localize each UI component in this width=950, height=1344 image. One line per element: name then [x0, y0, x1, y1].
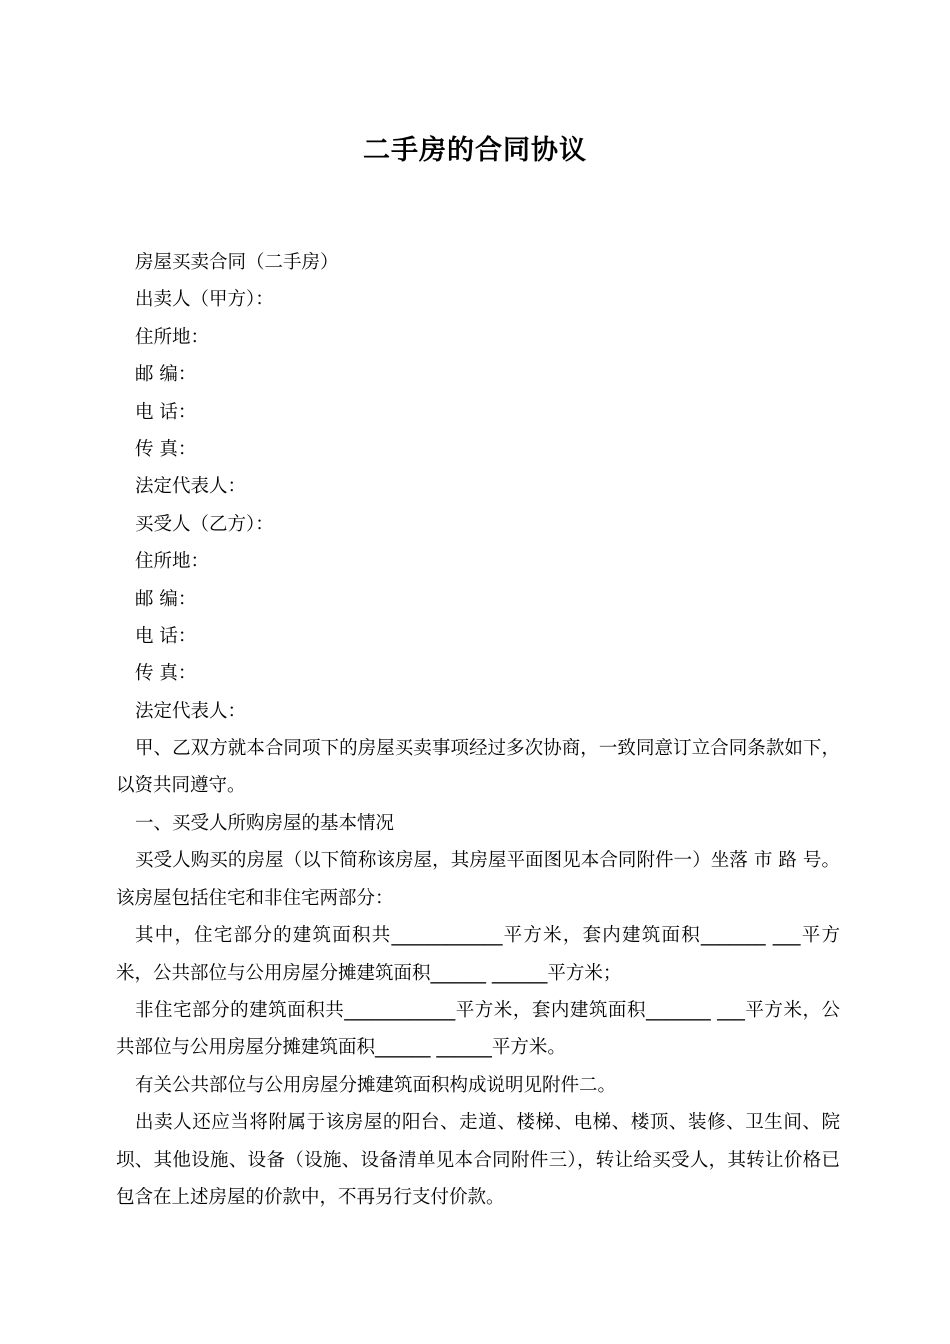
buyer-label: 买受人（乙方）：: [135, 513, 274, 535]
buyer-address-label: 住所地：: [135, 551, 210, 573]
buyer-fax-label: 传 真：: [135, 663, 197, 685]
buyer-legal-rep-label: 法定代表人：: [135, 700, 247, 722]
document-title: 二手房的合同协议: [363, 135, 587, 166]
shared-area-note-paragraph: 有关公共部位与公用房屋分摊建筑面积构成说明见附件二。: [135, 1074, 617, 1096]
seller-phone-label: 电 话：: [135, 401, 197, 423]
residential-area-paragraph: 其中，住宅部分的建筑面积共____________平方米，套内建筑面积_______ ___平方米，公共部位与公用房屋分摊建筑面积______ ______平方米；: [116, 925, 840, 984]
seller-legal-rep-label: 法定代表人：: [135, 476, 247, 498]
attached-facilities-paragraph: 出卖人还应当将附属于该房屋的阳台、走道、楼梯、电梯、楼顶、装修、卫生间、院坝、其他设施、设备（设施、设备清单见本合同附件三），转让给买受人，其转让价格已包含在上述房屋的价款中，不再另行支付价款。: [116, 1112, 840, 1208]
agreement-intro-paragraph: 甲、乙双方就本合同项下的房屋买卖事项经过多次协商，一致同意订立合同条款如下，以资共同遵守。: [116, 738, 840, 797]
section-one-heading: 一、买受人所购房屋的基本情况: [135, 812, 395, 834]
non-residential-area-paragraph: 非住宅部分的建筑面积共____________平方米，套内建筑面积_______ ___平方米，公共部位与公用房屋分摊建筑面积______ ______平方米。: [116, 999, 840, 1059]
document-body: [116, 244, 840, 1216]
buyer-postcode-label: 邮 编：: [135, 588, 197, 610]
seller-fax-label: 传 真：: [135, 438, 197, 460]
seller-address-label: 住所地：: [135, 326, 210, 348]
seller-postcode-label: 邮 编：: [135, 364, 197, 386]
buyer-phone-label: 电 话：: [135, 625, 197, 647]
property-location-paragraph: 买受人购买的房屋（以下简称该房屋，其房屋平面图见本合同附件一）坐落 市 路 号。该房屋包括住宅和非住宅两部分：: [116, 850, 840, 909]
seller-label: 出卖人（甲方）：: [135, 289, 274, 311]
contract-heading-line: 房屋买卖合同（二手房）: [135, 252, 339, 273]
